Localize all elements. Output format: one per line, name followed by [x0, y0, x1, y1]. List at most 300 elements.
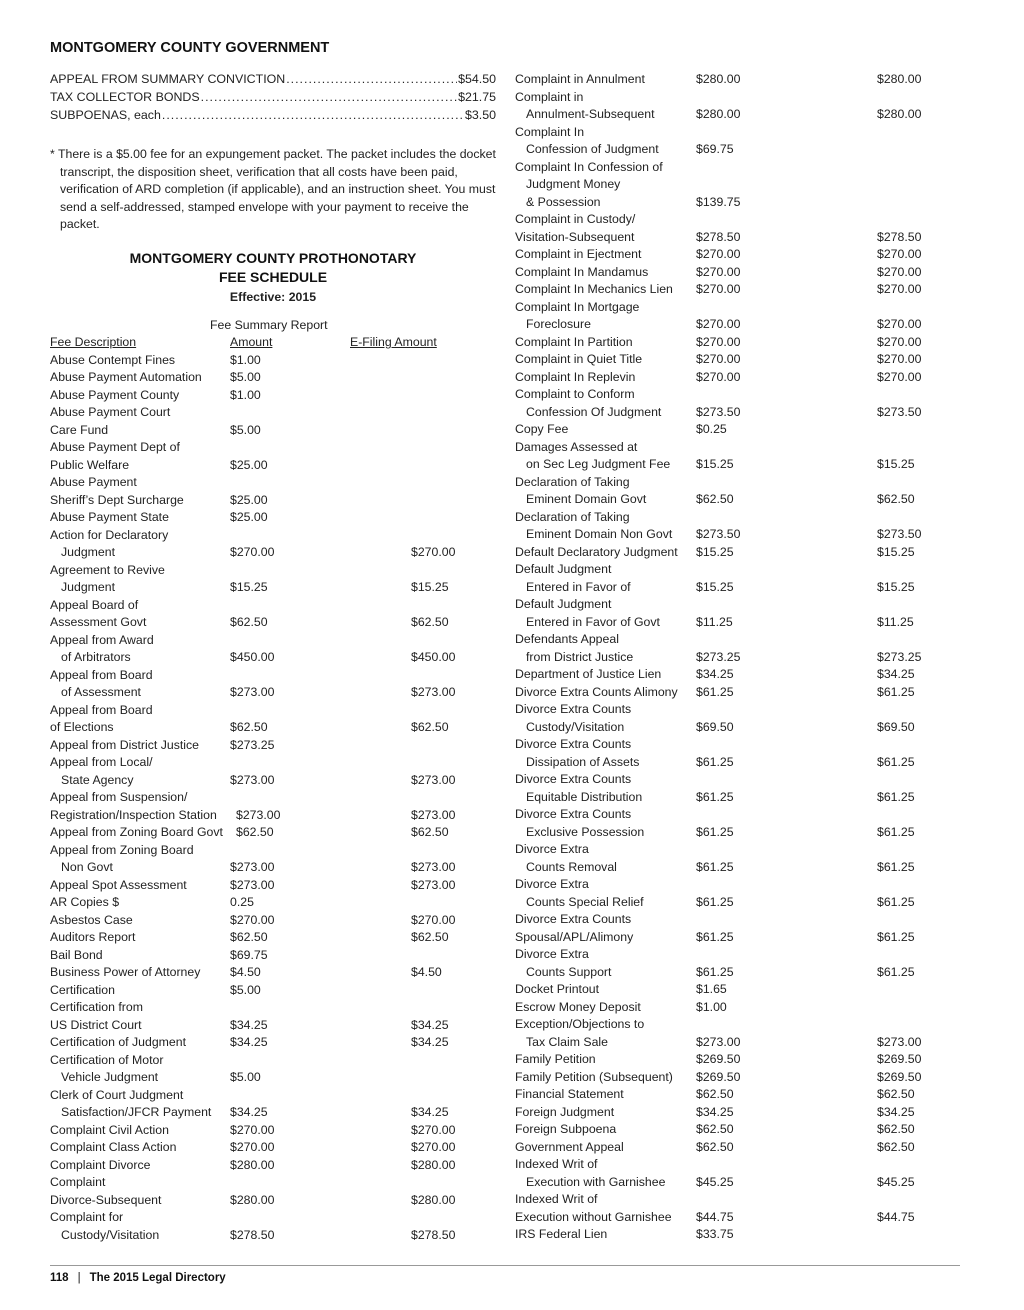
fee-efiling-amount: $62.50 [877, 1122, 915, 1136]
column-header-description: Fee Description [50, 335, 137, 349]
fee-efiling-amount: $61.25 [877, 789, 915, 804]
fee-description: Sheriff’s Dept Surcharge [50, 492, 184, 507]
fee-row [515, 334, 975, 352]
fee-row [50, 702, 510, 720]
fee-description: IRS Federal Lien [515, 1227, 608, 1241]
fee-amount: $69.75 [696, 142, 734, 156]
fee-row [50, 369, 510, 387]
fee-row [50, 474, 510, 492]
fee-efiling-amount: $273.00 [411, 877, 456, 892]
fee-description: Appeal from Board [50, 667, 153, 682]
fee-efiling-amount: $69.50 [877, 719, 915, 734]
fee-row [515, 649, 975, 667]
fee-description: US District Court [50, 1017, 142, 1032]
fee-row [515, 841, 975, 859]
fee-description: Default Declaratory Judgment [515, 544, 678, 559]
fee-amount: $61.25 [696, 929, 734, 944]
fee-row [515, 1156, 975, 1174]
fee-description: Complaint In Mortgage [515, 299, 640, 314]
fee-row [50, 1139, 510, 1157]
fee-description: Indexed Writ of [515, 1192, 598, 1206]
fee-efiling-amount: $61.25 [877, 859, 915, 874]
fee-row [515, 824, 975, 842]
fee-row [515, 351, 975, 369]
fee-description: Complaint In Partition [515, 334, 633, 349]
fee-row [515, 1086, 975, 1104]
fee-description: Complaint In Mandamus [515, 264, 649, 279]
fee-row [50, 842, 510, 860]
fee-amount: $273.00 [696, 1034, 741, 1049]
fee-efiling-amount: $62.50 [411, 720, 449, 734]
fee-row [515, 246, 975, 264]
fee-row [50, 719, 510, 737]
fee-description: of Arbitrators [61, 650, 131, 664]
fee-description: Divorce Extra Counts [515, 807, 632, 821]
fee-amount: $62.50 [230, 930, 268, 944]
fee-row [515, 264, 975, 282]
fee-description: Appeal from Local/ [50, 755, 153, 769]
fee-row [50, 492, 510, 510]
fee-description: Judgment Money [526, 177, 621, 191]
fee-row [515, 474, 975, 492]
fee-row [50, 929, 510, 947]
fee-description: from District Justice [526, 649, 634, 664]
fee-efiling-amount: $269.50 [877, 1052, 922, 1066]
fee-row [50, 1017, 510, 1035]
fee-description: Divorce Extra Counts [515, 737, 632, 751]
fee-amount: $0.25 [696, 422, 727, 436]
fee-description: on Sec Leg Judgment Fee [526, 457, 671, 471]
fee-description: Complaint In Confession of [515, 159, 663, 174]
fee-description: Care Fund [50, 422, 109, 437]
fee-amount: $273.00 [236, 807, 281, 822]
page-footer [50, 1272, 226, 1284]
fee-row [50, 1174, 510, 1192]
fee-description: Exclusive Possession [526, 824, 645, 839]
fee-efiling-amount: $270.00 [877, 282, 922, 296]
fee-row [515, 894, 975, 912]
fee-row [50, 667, 510, 685]
fee-row [515, 544, 975, 562]
fee-row [515, 789, 975, 807]
fee-efiling-amount: $61.25 [877, 824, 915, 839]
fee-row [515, 404, 975, 422]
fee-amount: $270.00 [696, 352, 741, 366]
fee-row [515, 89, 975, 107]
fee-description: Certification [50, 982, 115, 997]
fee-description: Escrow Money Deposit [515, 999, 641, 1014]
fee-row [50, 789, 510, 807]
fee-description: Department of Justice Lien [515, 667, 662, 681]
fee-description: Complaint for [50, 1210, 124, 1224]
fee-row [50, 1087, 510, 1105]
fee-efiling-amount: $45.25 [877, 1174, 915, 1189]
fee-row [50, 964, 510, 982]
fee-efiling-amount: $278.50 [877, 229, 922, 244]
fee-row [50, 1122, 510, 1140]
fee-description: Abuse Payment County [50, 387, 180, 402]
fee-description: Appeal from District Justice [50, 737, 199, 752]
fee-row [515, 666, 975, 684]
page-number: 118 [50, 1272, 69, 1284]
fee-efiling-amount: $273.00 [411, 860, 456, 874]
fee-efiling-amount: $4.50 [411, 965, 442, 979]
fee-amount: $61.25 [696, 824, 734, 839]
fee-amount: $25.00 [230, 492, 268, 507]
fee-description: & Possession [526, 194, 601, 209]
gov-fee-label: SUBPOENAS, each [50, 108, 161, 122]
fee-row [515, 806, 975, 824]
fee-description: Appeal from Zoning Board Govt [50, 825, 223, 839]
fee-amount: $270.00 [696, 282, 741, 296]
fee-row [50, 807, 510, 825]
fee-efiling-amount: $270.00 [877, 369, 922, 384]
fee-amount: $15.25 [696, 544, 734, 559]
leader-dots [201, 90, 457, 104]
fee-description: Judgment [61, 580, 116, 594]
fee-description: Divorce Extra Counts Alimony [515, 684, 678, 699]
fee-row [515, 1191, 975, 1209]
fee-amount: $25.00 [230, 510, 268, 524]
fee-row [515, 71, 975, 89]
fee-description: Spousal/APL/Alimony [515, 929, 634, 944]
fee-row [515, 316, 975, 334]
fee-description: Copy Fee [515, 422, 569, 436]
fee-efiling-amount: $280.00 [877, 107, 922, 121]
fee-description: Government Appeal [515, 1139, 624, 1154]
fee-amount: $1.00 [230, 352, 261, 367]
fee-row [515, 579, 975, 597]
fee-row [50, 614, 510, 632]
fee-amount: $62.50 [696, 1122, 734, 1136]
fee-row [50, 404, 510, 422]
fee-row [515, 719, 975, 737]
fee-description: State Agency [61, 772, 134, 787]
fee-description: of Elections [50, 720, 114, 734]
fee-row [515, 141, 975, 159]
fee-row [50, 439, 510, 457]
fee-row [515, 631, 975, 649]
fee-row [515, 1209, 975, 1227]
fee-row [515, 439, 975, 457]
fee-row [515, 176, 975, 194]
fee-description: Certification of Judgment [50, 1035, 187, 1049]
fee-row [515, 999, 975, 1017]
fee-row [515, 1034, 975, 1052]
fee-description: Docket Printout [515, 982, 600, 996]
fee-description: Execution without Garnishee [515, 1209, 672, 1224]
fee-description: Foreign Subpoena [515, 1122, 617, 1136]
fee-row [50, 824, 510, 842]
fee-row [50, 1209, 510, 1227]
fee-row [515, 701, 975, 719]
fee-row [50, 597, 510, 615]
fee-amount: $280.00 [230, 1192, 275, 1207]
fee-row [50, 772, 510, 790]
fee-description: Visitation-Subsequent [515, 229, 635, 244]
fee-row [50, 1227, 510, 1245]
fee-description: Equitable Distribution [526, 789, 643, 804]
fee-description: Asbestos Case [50, 912, 133, 927]
fee-description: Divorce Extra [515, 877, 589, 891]
fee-description: Vehicle Judgment [61, 1070, 159, 1084]
report-title: Fee Summary Report [210, 318, 328, 332]
fee-efiling-amount: $34.25 [411, 1035, 449, 1049]
fee-description: Complaint in Ejectment [515, 247, 642, 261]
fee-description: Counts Special Relief [526, 894, 644, 909]
column-header-efiling: E-Filing Amount [350, 335, 437, 349]
fee-efiling-amount: $450.00 [411, 650, 456, 664]
fee-description: Abuse Payment Automation [50, 370, 202, 384]
fee-description: Eminent Domain Govt [526, 492, 647, 506]
fee-amount: $5.00 [230, 982, 261, 997]
fee-description: Appeal from Suspension/ [50, 790, 188, 804]
fee-description: Registration/Inspection Station [50, 807, 217, 822]
fee-row [515, 491, 975, 509]
fee-amount: $270.00 [696, 264, 741, 279]
fee-row [515, 964, 975, 982]
fee-amount: $270.00 [696, 369, 741, 384]
fee-description: Appeal Spot Assessment [50, 877, 187, 892]
fee-amount: $450.00 [230, 650, 275, 664]
fee-row [50, 684, 510, 702]
footer-divider [50, 1265, 960, 1266]
fee-row [515, 369, 975, 387]
fee-amount: $4.50 [230, 965, 261, 979]
fee-efiling-amount: $34.25 [411, 1105, 449, 1119]
fee-efiling-amount: $62.50 [411, 615, 449, 629]
fee-row [515, 456, 975, 474]
fee-row [50, 859, 510, 877]
fee-efiling-amount: $11.25 [877, 614, 914, 629]
fee-amount: $5.00 [230, 370, 261, 384]
fee-amount: $269.50 [696, 1069, 741, 1084]
fee-efiling-amount: $273.50 [877, 527, 922, 541]
fee-efiling-amount: $15.25 [877, 579, 915, 594]
fee-description: Default Judgment [515, 597, 612, 611]
fee-row [50, 1069, 510, 1087]
fee-amount: $62.50 [696, 492, 734, 506]
fee-description: Divorce Extra [515, 947, 589, 961]
fee-description: Counts Removal [526, 859, 617, 874]
fee-amount: $270.00 [230, 545, 275, 559]
schedule-subtitle: FEE SCHEDULE [218, 269, 328, 285]
fee-description: of Assessment [61, 685, 141, 699]
fee-row [50, 947, 510, 965]
fee-amount: $44.75 [696, 1209, 734, 1224]
fee-description: Custody/Visitation [61, 1227, 160, 1242]
fee-amount: $61.25 [696, 789, 734, 804]
fee-efiling-amount: $62.50 [411, 930, 449, 944]
fee-efiling-amount: $280.00 [411, 1192, 456, 1207]
fee-amount: $61.25 [696, 684, 734, 699]
fee-description: Complaint in [515, 89, 584, 104]
fee-description: Divorce Extra Counts [515, 772, 632, 786]
fee-efiling-amount: $34.25 [877, 1104, 915, 1119]
fee-row [515, 421, 975, 439]
fee-row [50, 422, 510, 440]
fee-row [515, 771, 975, 789]
fee-description: Complaint In [515, 124, 585, 139]
fee-efiling-amount: $34.25 [877, 667, 915, 681]
fee-description: Divorce-Subsequent [50, 1192, 162, 1207]
fee-efiling-amount: $61.25 [877, 929, 915, 944]
fee-amount: $270.00 [696, 247, 741, 261]
fee-row [515, 561, 975, 579]
fee-amount: $1.00 [230, 387, 261, 402]
fee-row [515, 859, 975, 877]
fee-description: Execution with Garnishee [526, 1174, 666, 1189]
fee-amount: $61.25 [696, 964, 734, 979]
fee-description: Complaint in Quiet Title [515, 352, 643, 366]
fee-description: Abuse Payment Court [50, 405, 171, 419]
fee-amount: $11.25 [696, 614, 733, 629]
fee-row [50, 912, 510, 930]
fee-description: Assessment Govt [50, 615, 147, 629]
fee-description: AR Copies $ [50, 895, 120, 909]
fee-efiling-amount: $270.00 [411, 912, 456, 927]
fee-amount: $1.65 [696, 982, 727, 996]
fee-description: Eminent Domain Non Govt [526, 527, 673, 541]
fee-description: Family Petition (Subsequent) [515, 1069, 673, 1084]
fee-row [50, 544, 510, 562]
fee-efiling-amount: $278.50 [411, 1227, 456, 1242]
fee-amount: $139.75 [696, 194, 741, 209]
fee-row [515, 1104, 975, 1122]
fee-description: Complaint in Custody/ [515, 212, 636, 226]
fee-description: Appeal from Zoning Board [50, 842, 194, 857]
fee-amount: $34.25 [230, 1105, 268, 1119]
fee-efiling-amount: $270.00 [877, 247, 922, 261]
fee-row [515, 194, 975, 212]
fee-efiling-amount: $270.00 [411, 1122, 456, 1137]
fee-description: Complaint [50, 1175, 106, 1189]
fee-description: Divorce Extra Counts [515, 912, 632, 926]
gov-fee-item [50, 108, 496, 122]
gov-fee-label: TAX COLLECTOR BONDS [50, 90, 200, 104]
fee-amount: $5.00 [230, 422, 261, 437]
fee-description: Damages Assessed at [515, 439, 638, 454]
fee-description: Judgment [61, 545, 116, 559]
fee-row [515, 386, 975, 404]
fee-efiling-amount: $273.00 [411, 685, 456, 699]
gov-fee-label: APPEAL FROM SUMMARY CONVICTION [50, 72, 286, 86]
fee-description: Appeal Board of [50, 597, 139, 612]
fee-description: Divorce Extra [515, 842, 589, 856]
fee-row [50, 562, 510, 580]
fee-amount: $1.00 [696, 999, 727, 1014]
gov-fee-amount: $21.75 [458, 90, 496, 104]
fee-row [50, 632, 510, 650]
fee-amount: $270.00 [230, 912, 275, 927]
fee-amount: $62.50 [230, 615, 268, 629]
fee-efiling-amount: $273.50 [877, 404, 922, 419]
fee-row [515, 1069, 975, 1087]
fee-table-header [50, 334, 500, 352]
fee-description: Appeal from Award [50, 632, 154, 647]
fee-description: Abuse Payment State [50, 510, 169, 524]
fee-description: Complaint Divorce [50, 1157, 151, 1172]
fee-row [50, 1157, 510, 1175]
fee-row [515, 754, 975, 772]
fee-description: Complaint In Mechanics Lien [515, 282, 673, 296]
fee-amount: $273.25 [230, 737, 275, 752]
schedule-title: MONTGOMERY COUNTY PROTHONOTARY [129, 250, 417, 266]
fee-description: Confession of Judgment [526, 142, 659, 156]
fee-description: Action for Declaratory [50, 527, 169, 542]
fee-description: Complaint Civil Action [50, 1122, 169, 1137]
expungement-note: * There is a $5.00 fee for an expungement packet. The packet includes the docket transcript, the disposition sheet, verification that all costs have been paid, verification of ARD completion (if applicable), and an instruction sheet. You must send a self-addressed, stamped envelope with your payment to receive the packet. [50, 147, 496, 231]
fee-efiling-amount: $280.00 [877, 72, 922, 86]
fee-efiling-amount: $61.25 [877, 894, 915, 909]
fee-amount: $278.50 [696, 229, 741, 244]
fee-row [515, 159, 975, 177]
fee-efiling-amount: $270.00 [877, 264, 922, 279]
fee-efiling-amount: $15.25 [411, 580, 449, 594]
fee-description: Entered in Favor of Govt [526, 614, 660, 629]
fee-description: Non Govt [61, 860, 113, 874]
page-title: MONTGOMERY COUNTY GOVERNMENT [50, 40, 330, 56]
fee-row [515, 876, 975, 894]
fee-efiling-amount: $62.50 [877, 492, 915, 506]
fee-description: Abuse Payment Dept of [50, 440, 180, 454]
fee-row [515, 299, 975, 317]
fee-description: Complaint in Annulment [515, 72, 645, 86]
fee-description: Counts Support [526, 964, 612, 979]
schedule-effective-date: Effective: 2015 [229, 290, 317, 304]
leader-dots [286, 72, 457, 86]
fee-description: Annulment-Subsequent [526, 107, 655, 121]
fee-row [50, 457, 510, 475]
fee-amount: $280.00 [230, 1157, 275, 1172]
fee-amount: $62.50 [696, 1139, 734, 1154]
fee-row [515, 509, 975, 527]
fee-description: Bail Bond [50, 947, 103, 962]
fee-row [50, 737, 510, 755]
fee-efiling-amount: $273.00 [411, 807, 456, 822]
fee-row [515, 684, 975, 702]
fee-row [50, 982, 510, 1000]
fee-efiling-amount: $270.00 [877, 352, 922, 366]
fee-amount: $69.50 [696, 719, 734, 734]
fee-amount: $273.25 [696, 649, 741, 664]
fee-amount: $33.75 [696, 1227, 734, 1241]
fee-row [515, 736, 975, 754]
fee-row [515, 124, 975, 142]
fee-row [50, 1192, 510, 1210]
fee-amount: $273.00 [230, 860, 275, 874]
fee-amount: $61.25 [696, 894, 734, 909]
fee-row [515, 229, 975, 247]
fee-amount: $280.00 [696, 107, 741, 121]
fee-row [50, 894, 510, 912]
gov-fee-amount: $54.50 [458, 72, 496, 86]
fee-description: Agreement to Revive [50, 562, 165, 577]
fee-amount: $273.00 [230, 877, 275, 892]
fee-efiling-amount: $270.00 [411, 1140, 456, 1154]
fee-amount: $34.25 [696, 667, 734, 681]
fee-description: Foreign Judgment [515, 1104, 615, 1119]
fee-row [50, 999, 510, 1017]
fee-description: Certification of Motor [50, 1052, 164, 1067]
fee-efiling-amount: $62.50 [877, 1087, 915, 1101]
fee-row [515, 1121, 975, 1139]
fee-row [515, 211, 975, 229]
fee-amount: $15.25 [230, 580, 268, 594]
fee-efiling-amount: $269.50 [877, 1069, 922, 1084]
fee-amount: $15.25 [696, 579, 734, 594]
fee-amount: $34.25 [230, 1035, 268, 1049]
